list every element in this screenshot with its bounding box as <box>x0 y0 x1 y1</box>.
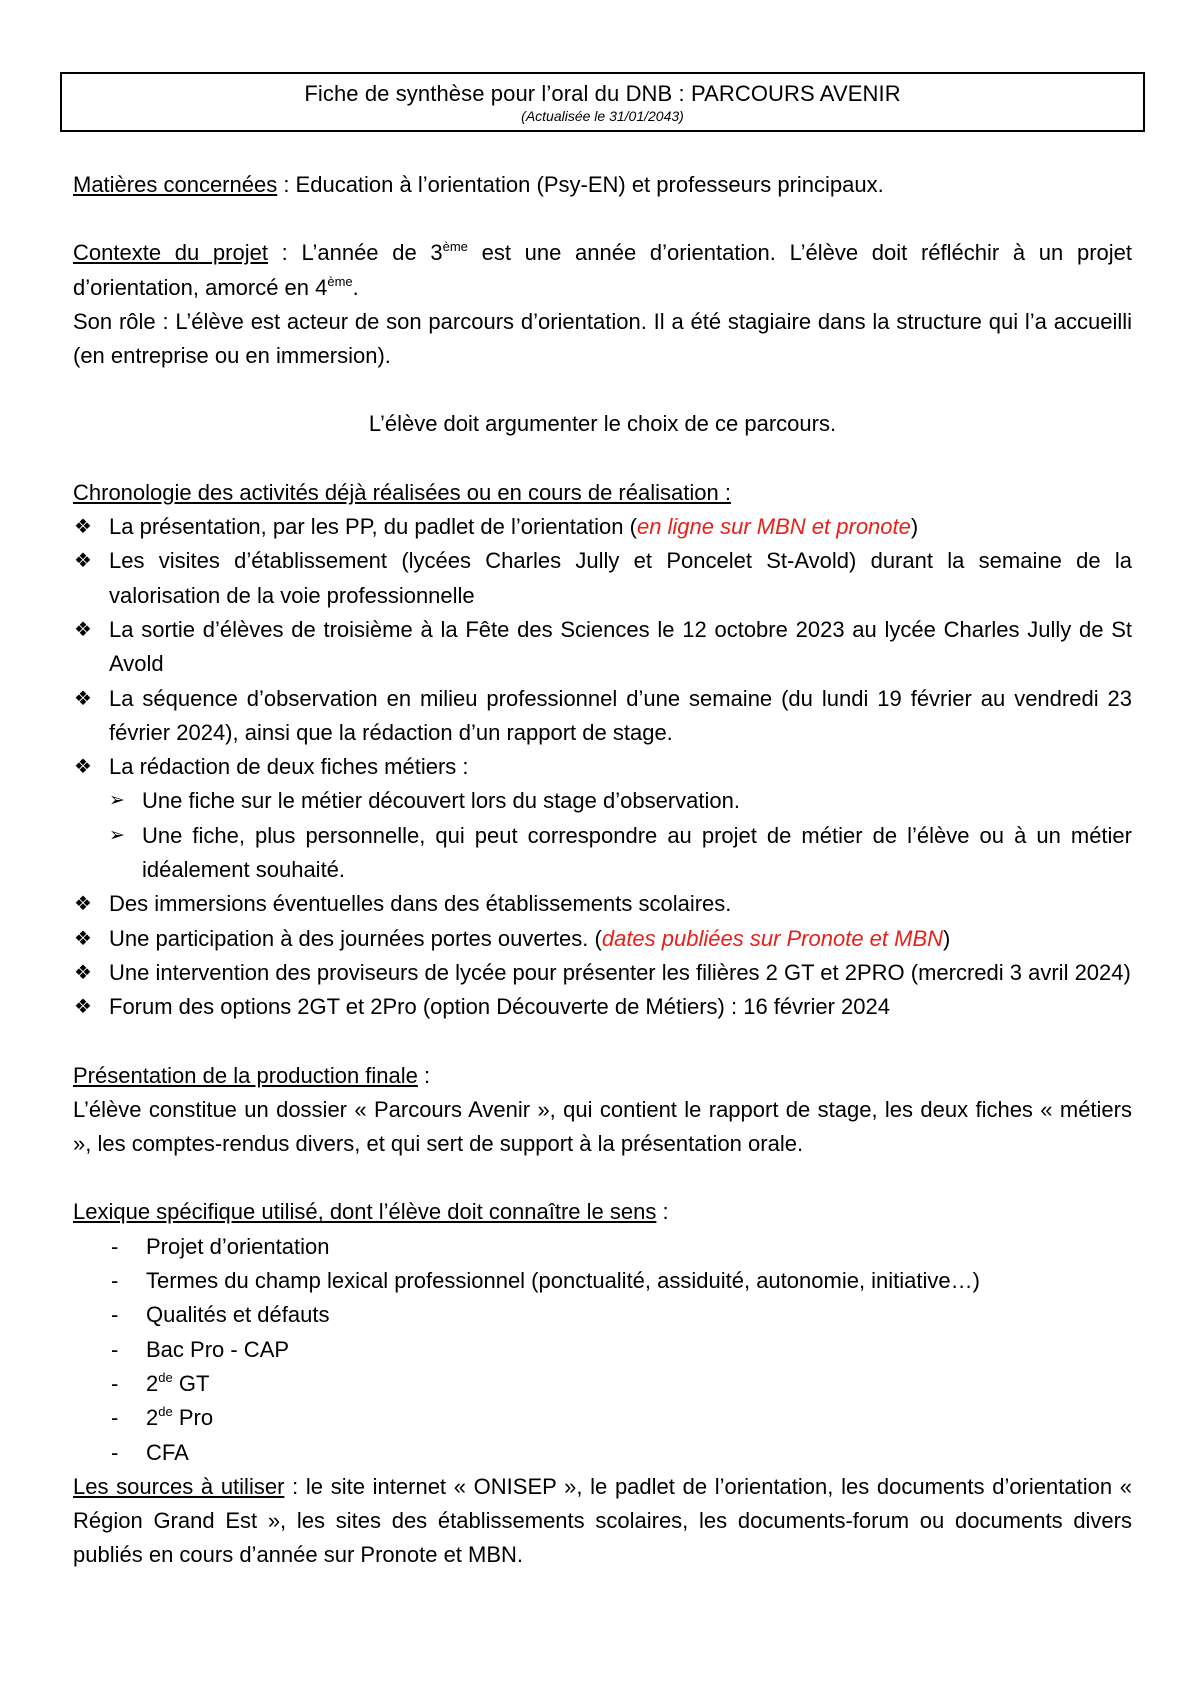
fiches-sublist <box>73 784 1132 887</box>
lexique-item: CFA <box>146 1439 189 1465</box>
item-text: La séquence d’observation en milieu professionnel d’une semaine (du lundi 19 février au vendredi 23 février 2024), ainsi que la rédaction d’un rapport de stage. <box>109 685 1132 745</box>
dash-bullet: - <box>111 1405 119 1431</box>
dash-bullet: - <box>111 1268 119 1294</box>
sub-item-text: Une fiche sur le métier découvert lors du stage d’observation. <box>142 788 740 814</box>
item-text: Une participation à des journées portes ouvertes. ( <box>109 925 602 951</box>
document-date: (Actualisée le 31/01/2043) <box>521 108 684 124</box>
argument-line: L’élève doit argumenter le choix de ce parcours. <box>368 411 837 437</box>
dash-bullet: - <box>111 1439 119 1465</box>
production-heading <box>73 1059 1132 1093</box>
sources-text: : le site internet « ONISEP », le padlet de l’orientation, les documents d’orientation « Région Grand Est », les sites des établissements scolaires, les documents-forum ou documents divers publiés en cours d’année sur Pronote et MBN. <box>73 1473 1132 1568</box>
lexique-sup: de <box>158 1404 173 1420</box>
diamond-bullet-icon: ❖ <box>74 756 92 779</box>
lexique-item: Termes du champ lexical professionnel (ponctualité, assiduité, autonomie, initiative…) <box>146 1268 980 1294</box>
diamond-bullet-icon: ❖ <box>74 516 92 539</box>
diamond-bullet-icon: ❖ <box>74 893 92 916</box>
production-label: Présentation de la production finale <box>73 1062 418 1088</box>
chronologie-list-continued <box>73 887 1132 1024</box>
diamond-bullet-icon: ❖ <box>74 996 92 1019</box>
contexte-text-2: est une année d’orientation. L’élève doit réfléchir à un projet d’orientation, amorcé en 4 <box>73 240 1132 300</box>
document-body <box>73 168 1132 1573</box>
dash-bullet: - <box>111 1233 119 1259</box>
item-red-text: en ligne sur MBN et pronote <box>636 514 911 540</box>
item-text: Les visites d’établissement (lycées Charles Jully et Poncelet St-Avold) durant la semaine de la valorisation de la voie professionnelle <box>109 548 1132 608</box>
diamond-bullet-icon: ❖ <box>74 550 92 573</box>
contexte-text-1: : L’année de 3 <box>267 240 443 266</box>
lexique-colon: : <box>656 1199 669 1225</box>
list-item <box>73 1401 1132 1435</box>
diamond-bullet-icon: ❖ <box>74 618 92 641</box>
arrow-bullet-icon: ➢ <box>109 790 125 812</box>
diamond-bullet-icon: ❖ <box>74 961 92 984</box>
list-item <box>73 887 1132 921</box>
document-title: Fiche de synthèse pour l’oral du DNB : PARCOURS AVENIR <box>304 81 901 106</box>
item-text: La rédaction de deux fiches métiers : <box>109 754 469 780</box>
item-text: Des immersions éventuelles dans des établissements scolaires. <box>109 891 732 917</box>
item-text: La présentation, par les PP, du padlet de l’orientation ( <box>109 514 637 540</box>
list-item <box>73 922 1132 956</box>
lexique-label: Lexique spécifique utilisé, dont l’élève doit connaître le sens <box>73 1199 657 1225</box>
diamond-bullet-icon: ❖ <box>74 927 92 950</box>
sub-list-item <box>73 784 1132 818</box>
dash-bullet: - <box>111 1302 119 1328</box>
contexte-label: Contexte du projet <box>73 240 268 266</box>
sub-list-item <box>73 819 1132 888</box>
chronologie-title <box>73 476 1132 510</box>
list-item <box>73 956 1132 990</box>
contexte-sup-2: ème <box>327 273 353 289</box>
matieres-text: : Education à l’orientation (Psy-EN) et professeurs principaux. <box>277 172 884 197</box>
chronologie-list <box>73 510 1132 784</box>
lexique-item: Qualités et défauts <box>146 1302 330 1328</box>
lexique-item: 2 <box>146 1370 159 1396</box>
matieres-paragraph <box>73 168 1132 202</box>
lexique-list <box>73 1230 1132 1470</box>
production-text: L’élève constitue un dossier « Parcours Avenir », qui contient le rapport de stage, les deux fiches « métiers », les comptes-rendus divers, et qui sert de support à la présentation orale. <box>73 1096 1132 1157</box>
item-text-end: ) <box>943 925 951 951</box>
contexte-text-3: . <box>352 274 359 300</box>
dash-bullet: - <box>111 1336 119 1362</box>
list-item <box>73 682 1132 751</box>
sources-paragraph <box>73 1470 1132 1573</box>
arrow-bullet-icon: ➢ <box>109 824 125 846</box>
diamond-bullet-icon: ❖ <box>74 687 92 710</box>
production-colon: : <box>417 1062 431 1088</box>
list-item <box>73 990 1132 1024</box>
dash-bullet: - <box>111 1370 119 1396</box>
list-item <box>73 613 1132 682</box>
contexte-paragraph <box>73 236 1132 305</box>
item-text-end: ) <box>910 514 919 540</box>
item-text: La sortie d’élèves de troisième à la Fête des Sciences le 12 octobre 2023 au lycée Charles Jully de St Avold <box>109 616 1132 677</box>
chronologie-title-text: Chronologie des activités déjà réalisées ou en cours de réalisation : <box>73 479 731 505</box>
list-item <box>73 510 1132 544</box>
lexique-item: Projet d’orientation <box>146 1233 330 1259</box>
lexique-sup: de <box>158 1369 173 1385</box>
list-item <box>73 750 1132 784</box>
list-item <box>73 1367 1132 1401</box>
list-item <box>73 1230 1132 1264</box>
list-item <box>73 1264 1132 1298</box>
sub-item-text: Une fiche, plus personnelle, qui peut correspondre au projet de métier de l’élève ou à un métier idéalement souhaité. <box>142 822 1132 883</box>
matieres-label: Matières concernées <box>73 172 278 197</box>
item-red-text: dates publiées sur Pronote et MBN <box>601 925 944 951</box>
list-item <box>73 1333 1132 1367</box>
list-item <box>73 544 1132 613</box>
lexique-heading <box>73 1195 1132 1229</box>
sources-label: Les sources à utiliser <box>73 1473 285 1499</box>
title-box <box>60 72 1145 132</box>
contexte-sup-1: ème <box>442 239 468 255</box>
lexique-item: 2 <box>146 1405 159 1431</box>
lexique-item-end: Pro <box>172 1405 214 1431</box>
item-text: Une intervention des proviseurs de lycée pour présenter les filières 2 GT et 2PRO (mercredi 3 avril 2024) <box>109 959 1131 985</box>
lexique-item: Bac Pro - CAP <box>146 1336 290 1362</box>
role-paragraph: Son rôle : L’élève est acteur de son parcours d’orientation. Il a été stagiaire dans la structure qui l’a accueilli (en entreprise ou en immersion). <box>73 308 1132 369</box>
list-item <box>73 1298 1132 1332</box>
item-text: Forum des options 2GT et 2Pro (option Découverte de Métiers) : 16 février 2024 <box>109 994 890 1020</box>
list-item <box>73 1436 1132 1470</box>
lexique-item-end: GT <box>172 1370 210 1396</box>
